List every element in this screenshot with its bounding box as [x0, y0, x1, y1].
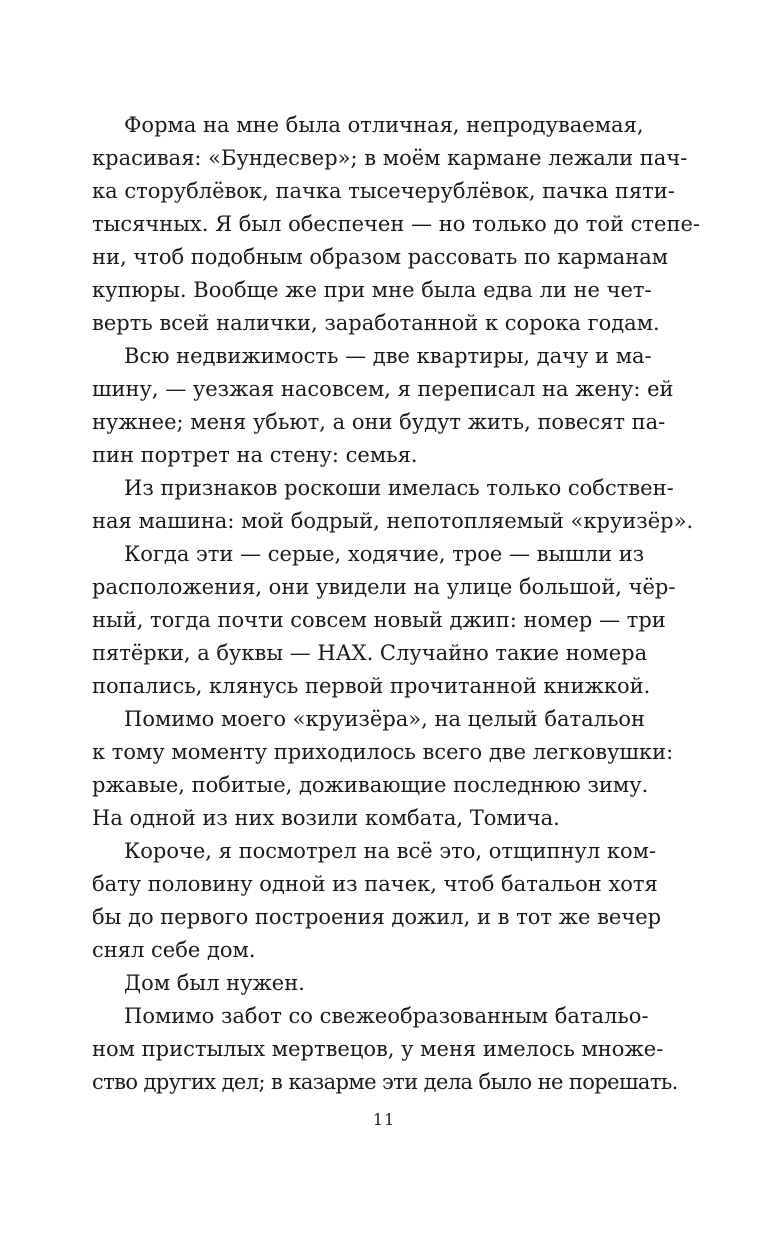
text-line: На одной из них возили комбата, Томича.: [92, 806, 560, 830]
text-line: красивая: «Бундесвер»; в моём кармане лежали пач-: [92, 146, 688, 170]
page-number: 11: [372, 1110, 396, 1129]
text-line: ная машина: мой бодрый, непотопляемый «круизёр».: [92, 509, 694, 533]
text-line: попались, клянусь первой прочитанной книжкой.: [92, 674, 651, 698]
text-line: Из признаков роскоши имелась только собствен-: [124, 476, 674, 500]
text-line: нужнее; меня убьют, а они будут жить, повесят па-: [92, 410, 666, 434]
text-line: Помимо моего «круизёра», на целый батальон: [124, 707, 646, 731]
text-line: Всю недвижимость — две квартиры, дачу и ма-: [124, 344, 652, 368]
text-line: Форма на мне была отличная, непродуваемая,: [124, 113, 644, 137]
text-line: ка сторублёвок, пачка тысечерублёвок, пачка пяти-: [92, 179, 675, 203]
text-line: тысячных. Я был обеспечен — но только до той степе-: [92, 212, 700, 236]
text-line: снял себе дом.: [92, 938, 256, 962]
text-line: ни, чтоб подобным образом рассовать по карманам: [92, 245, 669, 269]
text-line: к тому моменту приходилось всего две легковушки:: [92, 740, 674, 764]
text-line: Короче, я посмотрел на всё это, отщипнул ком-: [124, 839, 657, 863]
text-line: Дом был нужен.: [124, 971, 305, 995]
text-line: Когда эти — серые, ходячие, трое — вышли из: [124, 542, 645, 566]
text-line: ство других дел; в казарме эти дела было не порешать.: [92, 1070, 678, 1094]
text-line: Помимо забот со свежеобразованным батальо-: [124, 1004, 649, 1028]
text-line: ном пристылых мертвецов, у меня имелось множе-: [92, 1037, 664, 1061]
text-line: ный, тогда почти совсем новый джип: номер — три: [92, 608, 666, 632]
text-line: бату половину одной из пачек, чтоб батальон хотя: [92, 872, 658, 896]
text-line: верть всей налички, заработанной к сорока годам.: [92, 311, 660, 335]
text-line: пин портрет на стену: семья.: [92, 443, 418, 467]
text-line: ржавые, побитые, доживающие последнюю зиму.: [92, 773, 649, 797]
text-line: пятёрки, а буквы — НАХ. Случайно такие номера: [92, 641, 648, 665]
text-line: купюры. Вообще же при мне была едва ли не чет-: [92, 278, 652, 302]
text-line: бы до первого построения дожил, и в тот же вечер: [92, 905, 662, 929]
text-line: расположения, они увидели на улице большой, чёр-: [92, 575, 676, 599]
text-line: шину, — уезжая насовсем, я переписал на жену: ей: [92, 377, 674, 401]
